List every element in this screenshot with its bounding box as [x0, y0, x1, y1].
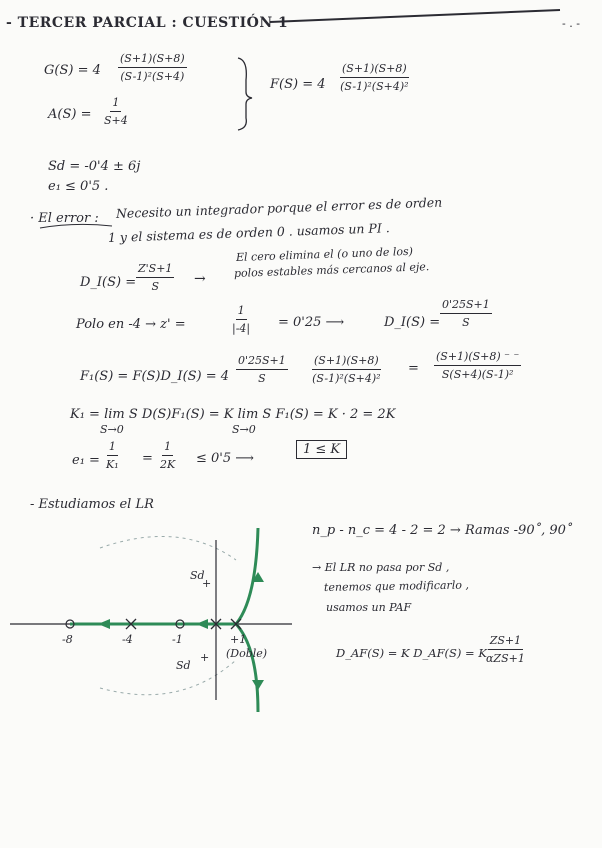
- pole-DI-lhs: D_I(S) =: [384, 315, 441, 330]
- locus-arrow-down: [252, 680, 264, 690]
- G-num: (S+1)(S+8): [118, 52, 187, 68]
- e1calc-f2-den: 2K: [160, 458, 176, 471]
- spec-e1: e₁ ≤ 0'5 .: [48, 179, 109, 194]
- DAF-fraction: [486, 634, 525, 665]
- pole-DI-fraction: [440, 298, 492, 329]
- F1-frac2-num: (S+1)(S+8): [312, 354, 381, 370]
- e1calc-f1-den: K₁: [106, 458, 119, 471]
- DI-lhs: D_I(S) =: [80, 275, 137, 290]
- locus-arrow-mid: [196, 619, 208, 629]
- error-label: · El error :: [30, 211, 99, 226]
- F1-frac3-num: (S+1)(S+8) ⁻ ⁻: [434, 350, 521, 366]
- error-line2: 1 y el sistema es de orden 0 . usamos un PI .: [107, 220, 390, 245]
- label-p1: +1: [230, 633, 247, 646]
- label-m4: -4: [122, 633, 133, 646]
- K1-line: K₁ = lim S D(S)F₁(S) = K lim S F₁(S) = K · 2 = 2K: [70, 407, 396, 422]
- DAF-num: ZS+1: [488, 634, 523, 650]
- label-sd-top: Sd: [190, 569, 205, 582]
- cero-note2: polos estables más cercanos al eje.: [233, 260, 430, 280]
- A-num: 1: [110, 96, 121, 112]
- DI-num: Z'S+1: [136, 262, 174, 278]
- error-line1: Necesito un integrador porque el error es de orden: [115, 194, 443, 221]
- e1calc-f2: [160, 440, 175, 471]
- F1-frac1-den: S: [258, 372, 266, 385]
- lr-note3: usamos un PAF: [326, 601, 412, 614]
- DAF-lhs: D_AF(S) = K D_AF(S) = K: [336, 646, 487, 660]
- e1calc-rest: ≤ 0'5 ⟶: [196, 451, 254, 466]
- F1-frac3-den: S(S+4)(S-1)²: [441, 368, 514, 381]
- A-fraction: [104, 96, 128, 127]
- e1calc-lhs: e₁ =: [72, 453, 100, 468]
- A-den: S+4: [104, 114, 128, 127]
- F-num: (S+1)(S+8): [340, 62, 409, 78]
- locus-branch-up: [236, 528, 258, 624]
- e1calc-f1-num: 1: [107, 440, 118, 456]
- label-m1: -1: [172, 633, 183, 646]
- lr-branches: n_p - n_c = 4 - 2 = 2 → Ramas -90˚, 90˚: [312, 523, 573, 538]
- F-fraction: [340, 62, 409, 93]
- F1-lhs: F₁(S) = F(S)D_I(S) = 4: [80, 369, 230, 384]
- lr-note1: → El LR no pasa por Sd ,: [312, 561, 450, 574]
- locus-arrow-left: [98, 619, 110, 629]
- K1-sub1: S→0: [100, 423, 124, 436]
- label-m8: -8: [62, 633, 73, 646]
- e1calc-f2-num: 1: [162, 440, 173, 456]
- header-rule: [270, 10, 560, 22]
- DI-den: S: [151, 280, 159, 293]
- pole-text: Polo en -4 → z' =: [76, 317, 186, 332]
- e1calc-boxed: 1 ≤ K: [296, 440, 347, 459]
- F-lhs: F(S) = 4: [270, 77, 326, 92]
- DI-arrow: →: [194, 271, 206, 287]
- plus-top: +: [202, 577, 212, 590]
- F1-frac2-den: (S-1)²(S+4)²: [312, 372, 381, 385]
- label-sd-bot: Sd: [176, 659, 191, 672]
- brace: [238, 58, 252, 130]
- pole-DI-den: S: [462, 316, 470, 329]
- pole-DI-num: 0'25S+1: [440, 298, 492, 314]
- label-doble: (Doble): [226, 647, 268, 660]
- pole-result: = 0'25 ⟶: [278, 315, 345, 330]
- F-den: (S-1)²(S+4)²: [340, 80, 409, 93]
- G-den: (S-1)²(S+4): [120, 70, 185, 83]
- e1calc-f1: [106, 440, 119, 471]
- F1-frac1: [236, 354, 288, 385]
- DAF-den: αZS+1: [486, 652, 525, 665]
- pole-fraction: [232, 304, 250, 335]
- F1-eq: =: [408, 361, 419, 376]
- A-lhs: A(S) =: [48, 107, 92, 122]
- F1-frac1-num: 0'25S+1: [236, 354, 288, 370]
- DI-fraction: [136, 262, 174, 293]
- lr-note2: tenemos que modificarlo ,: [323, 578, 470, 594]
- page-title: - TERCER PARCIAL : CUESTIÓN 1: [6, 15, 289, 31]
- pole-den: |-4|: [232, 322, 251, 335]
- e1calc-eq: =: [142, 451, 153, 466]
- spec-sd: Sd = -0'4 ± 6j: [48, 159, 141, 174]
- lr-heading: - Estudiamos el LR: [30, 497, 154, 512]
- F1-frac3: [434, 350, 521, 381]
- G-lhs: G(S) = 4: [44, 63, 101, 78]
- pole-num: 1: [236, 304, 247, 320]
- plus-bot: +: [200, 651, 210, 664]
- G-fraction: [118, 52, 187, 83]
- K1-sub2: S→0: [232, 423, 256, 436]
- corner-mark: - . -: [562, 17, 580, 30]
- cero-note1: El cero elimina el (o uno de los): [235, 244, 414, 264]
- F1-frac2: [312, 354, 381, 385]
